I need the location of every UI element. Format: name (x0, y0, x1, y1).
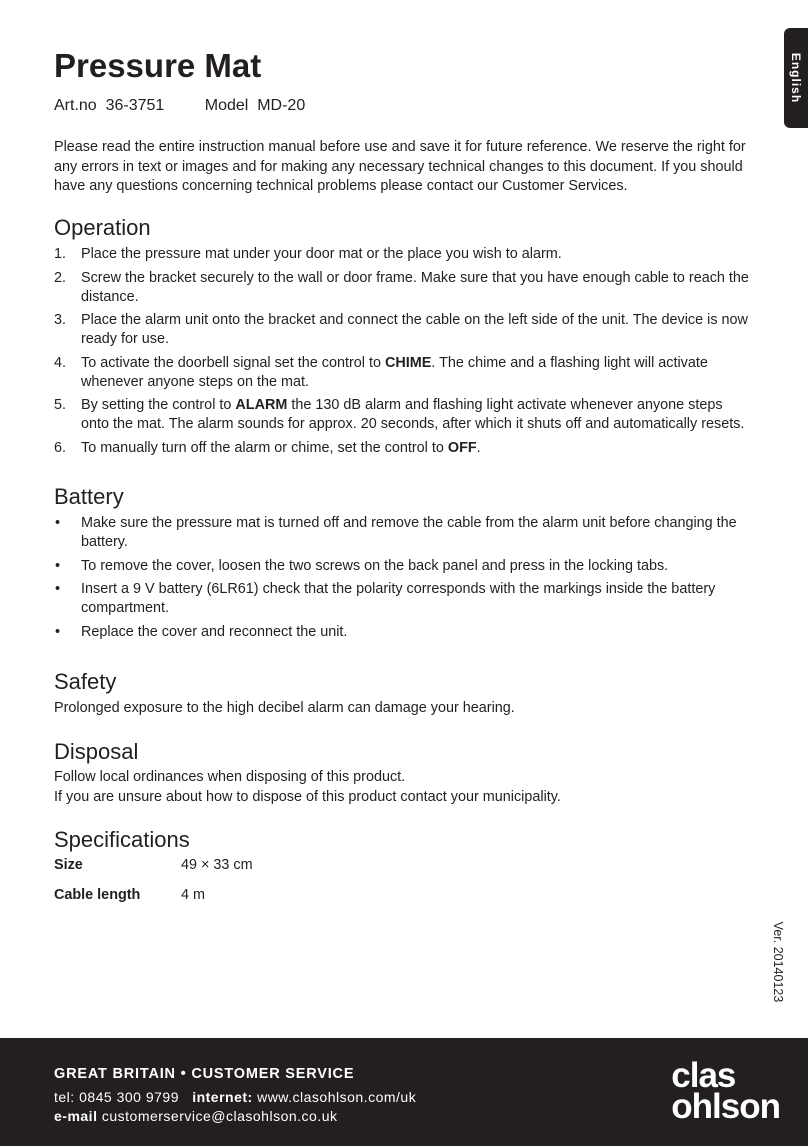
model-label: Model (204, 97, 249, 114)
email-link[interactable]: customerservice@clasohlson.co.uk (101, 1108, 338, 1124)
list-item: • Make sure the pressure mat is turned off and remove the cable from the alarm unit before changing the battery. (55, 515, 737, 550)
list-item: 2. Screw the bracket securely to the wall or door frame. Make sure that you have enough cable to reach the distance. (54, 269, 749, 305)
safety-text: Prolonged exposure to the high decibel alarm can damage your hearing. (54, 700, 515, 716)
spec-value: 49 × 33 cm (181, 857, 253, 873)
language-tab (784, 28, 808, 128)
list-item: 4. To activate the doorbell signal set the control to CHIME. The chime and a flashing light will activate whenever anyone steps on the mat. (54, 354, 708, 390)
disposal-text: Follow local ordinances when disposing of this product. If you are unsure about how to dispose of this product contact your municipality. (54, 769, 561, 805)
website-link[interactable]: www.clasohlson.com/uk (257, 1089, 417, 1105)
spec-label: Cable length (54, 887, 141, 903)
list-item: • To remove the cover, loosen the two screws on the back panel and press in the locking tabs. (55, 557, 669, 574)
operation-heading: Operation (54, 215, 151, 240)
safety-heading: Safety (54, 669, 117, 694)
language-label: English (789, 52, 803, 104)
version-label: Ver. 20140123 (771, 921, 785, 1003)
off-setting: OFF (447, 439, 477, 456)
list-item: 1. Place the pressure mat under your door mat or the place you wish to alarm. (54, 246, 562, 262)
spec-value: 4 m (181, 887, 205, 903)
list-item: 6. To manually turn off the alarm or chime, set the control to OFF. (54, 439, 481, 456)
spec-row-cable-length (54, 887, 205, 903)
chime-setting: CHIME (384, 354, 432, 371)
list-item: 3. Place the alarm unit onto the bracket and connect the cable on the left side of the unit. The device is now ready for use. (54, 312, 748, 347)
list-item: • Insert a 9 V battery (6LR61) check that the polarity corresponds with the markings inside the battery compartment. (55, 581, 716, 616)
model-value: MD-20 (257, 97, 306, 114)
art-no-label: Art.no (54, 97, 97, 114)
art-no-value: 36-3751 (105, 97, 165, 114)
battery-heading: Battery (54, 484, 124, 509)
intro-paragraph: Please read the entire instruction manual before use and save it for future reference. We reserve the right for any errors in text or images and for making any necessary technical changes to this document. If you should have any questions concerning technical problems please contact our Customer Services. (54, 139, 746, 194)
alarm-setting: ALARM (235, 397, 288, 413)
spec-row-size (54, 857, 253, 873)
list-item: • Replace the cover and reconnect the unit. (55, 623, 348, 640)
operation-list (54, 245, 754, 462)
footer (0, 1038, 808, 1146)
clas-ohlson-logo: clas ohlson (671, 1056, 780, 1126)
footer-title: GREAT BRITAIN • CUSTOMER SERVICE (54, 1066, 355, 1082)
page-title: Pressure Mat (54, 47, 262, 84)
battery-list (54, 514, 754, 646)
phone-number: 0845 300 9799 (79, 1089, 180, 1105)
footer-contact-line: tel: 0845 300 9799 internet: www.clasohlson.com/uk (54, 1089, 417, 1105)
specifications-heading: Specifications (54, 827, 190, 852)
spec-label: Size (54, 857, 83, 873)
footer-email-line: e-mail customerservice@clasohlson.co.uk (54, 1108, 338, 1124)
disposal-heading: Disposal (54, 739, 139, 764)
list-item: 5. By setting the control to ALARM the 130 dB alarm and flashing light activate whenever anyone steps onto the mat. The alarm sounds for approx. 20 seconds, after which it shuts off and automatically resets. (54, 397, 745, 432)
article-info (54, 97, 305, 115)
